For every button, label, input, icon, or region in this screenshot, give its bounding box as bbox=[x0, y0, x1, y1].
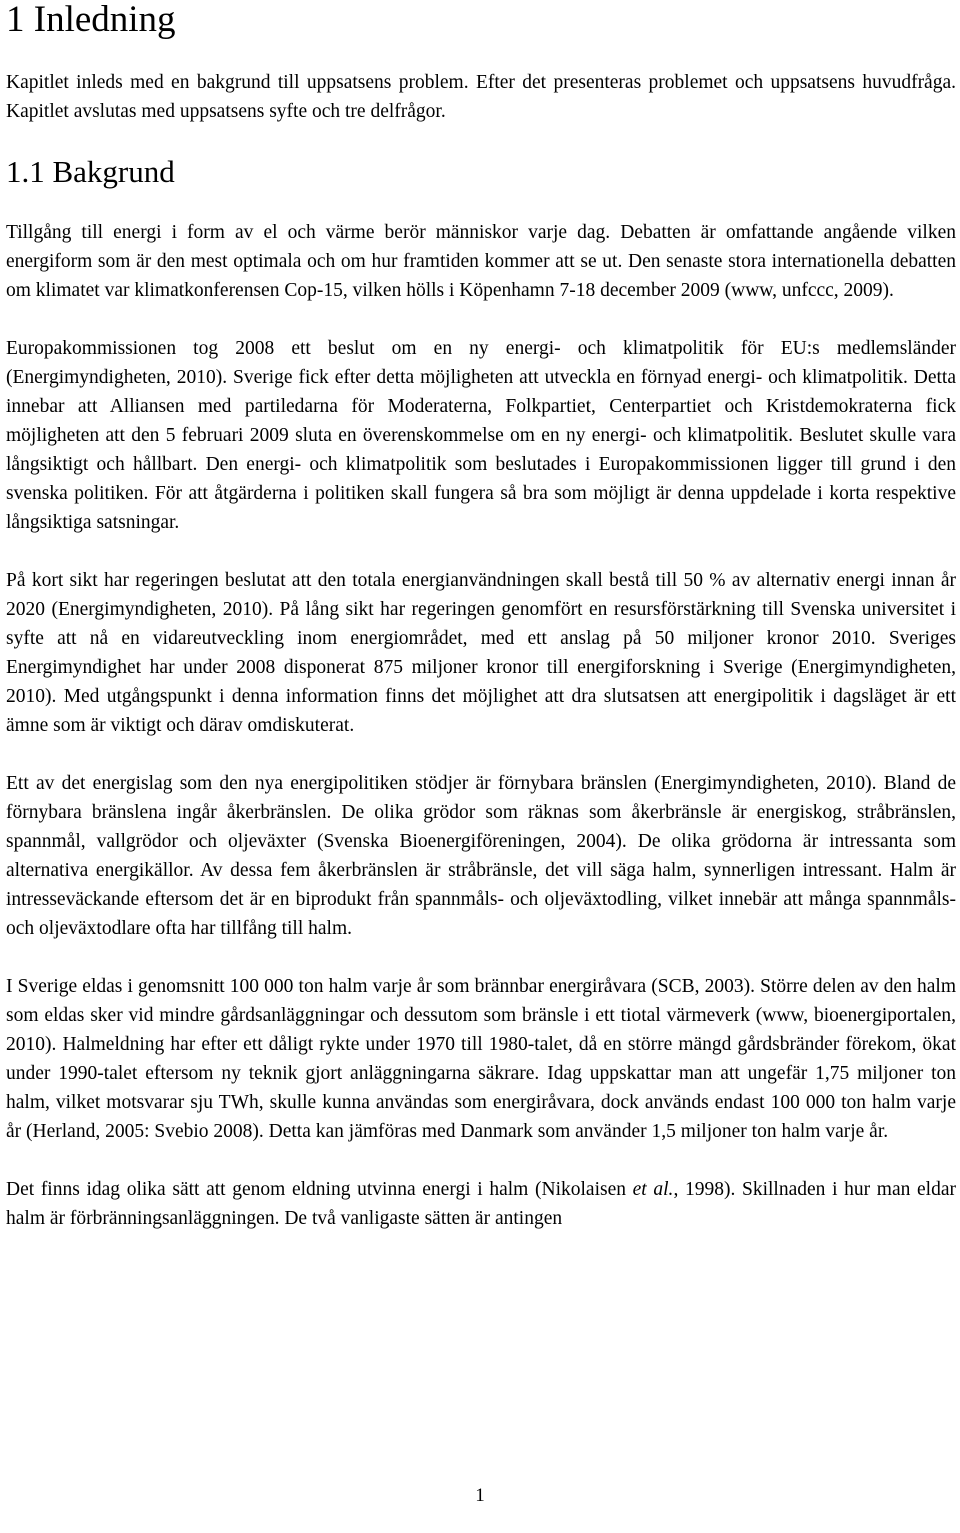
text-run: Det finns idag olika sätt att genom eldning utvinna energi i halm (Nikolaisen bbox=[6, 1179, 633, 1200]
chapter-title: 1 Inledning bbox=[6, 0, 176, 40]
last-body-paragraph bbox=[6, 1175, 956, 1233]
body-paragraph: Tillgång till energi i form av el och värme berör människor varje dag. Debatten är omfattande angående vilken energiform som är den mest optimala och om hur framtiden kommer att se ut. Den senaste stora internationella debatten om klimatet var klimatkonferensen Cop-15, vilken hölls i Köpenhamn 7-18 december 2009 (www, unfccc, 2009). bbox=[6, 222, 956, 301]
document-page bbox=[6, 0, 956, 1233]
text-run: , 1998). Skillnaden i hur man eldar halm är förbränningsanläggningen. De två vanligaste sätten är antingen bbox=[6, 1179, 956, 1229]
chapter-intro-paragraph: Kapitlet inleds med en bakgrund till uppsatsens problem. Efter det presenteras problemet och uppsatsens huvudfråga. Kapitlet avslutas med uppsatsens syfte och tre delfrågor. bbox=[6, 72, 956, 122]
body-paragraph: Ett av det energislag som den nya energipolitiken stödjer är förnybara bränslen (Energimyndigheten, 2010). Bland de förnybara bränslena ingår åkerbränslen. De olika grödor som räknas som åkerbränsle är energiskog, stråbränslen, spannmål, vallgrödor och oljeväxter (Svenska Bioenergiföreningen, 2004). De olika grödorna är intressanta som alternativa energikällor. Av dessa fem åkerbränslen är stråbränsle, det vill säga halm, synnerligen intressant. Halm är intresseväckande eftersom det är en biprodukt från spannmåls- och oljeväxtodling, vilket innebär att många spannmåls- och oljeväxtodlare ofta har tillfång till halm. bbox=[6, 773, 956, 939]
section-title: 1.1 Bakgrund bbox=[6, 154, 175, 189]
page-number: 1 bbox=[475, 1485, 485, 1506]
italic-text-run: et al. bbox=[632, 1179, 674, 1200]
body-paragraph: I Sverige eldas i genomsnitt 100 000 ton halm varje år som brännbar energiråvara (SCB, 2003). Större delen av den halm som eldas sker vid mindre gårdsanläggningar och dessutom som bränsle i ett tiotal värmeverk (www, bioenergiportalen, 2010). Halmeldning har efter ett dåligt rykte under 1970 till 1980-talet, då en större mängd gårdsbränder förekom, ökat under 1990-talet eftersom ny teknik gjort anläggningarna säkrare. Idag uppskattar man att ungefär 1,75 miljoner ton halm, vilket motsvarar sju TWh, skulle kunna användas som energiråvara, dock används endast 100 000 ton halm varje år (Herland, 2005: Svebio 2008). Detta kan jämföras med Danmark som använder 1,5 miljoner ton halm varje år. bbox=[6, 976, 956, 1142]
section-heading-wrapper bbox=[6, 154, 956, 190]
body-paragraph: Europakommissionen tog 2008 ett beslut om en ny energi- och klimatpolitik för EU:s medlemsländer (Energimyndigheten, 2010). Sverige fick efter detta möjligheten att utveckla en förnyad energi- och klimatpolitik. Detta innebar att Alliansen med partiledarna för Moderaterna, Folkpartiet, Centerpartiet och Kristdemokraterna fick möjligheten att den 5 februari 2009 sluta en överenskommelse om en ny energi- och klimatpolitik. Beslutet skulle vara långsiktigt och hållbart. Den energi- och klimatpolitik som beslutades i Europakommissionen ligger till grund i den svenska politiken. För att åtgärderna i politiken skall fungera så bra som möjligt är denna uppdelade i korta respektive långsiktiga satsningar. bbox=[6, 338, 956, 533]
body-paragraph: På kort sikt har regeringen beslutat att den totala energianvändningen skall bestå till 50 % av alternativ energi innan år 2020 (Energimyndigheten, 2010). På lång sikt har regeringen genomfört en resursförstärkning till Svenska universitet i syfte att nå en vidareutveckling inom energiområdet, med ett anslag på 50 miljoner kronor 2010. Sveriges Energimyndighet har under 2008 disponerat 875 miljoner kronor till energiforskning i Sverige (Energimyndigheten, 2010). Med utgångspunkt i denna information finns det möjlighet att dra slutsatsen att energipolitik i dagsläget är ett ämne som är viktigt och därav omdiskuterat. bbox=[6, 570, 956, 736]
